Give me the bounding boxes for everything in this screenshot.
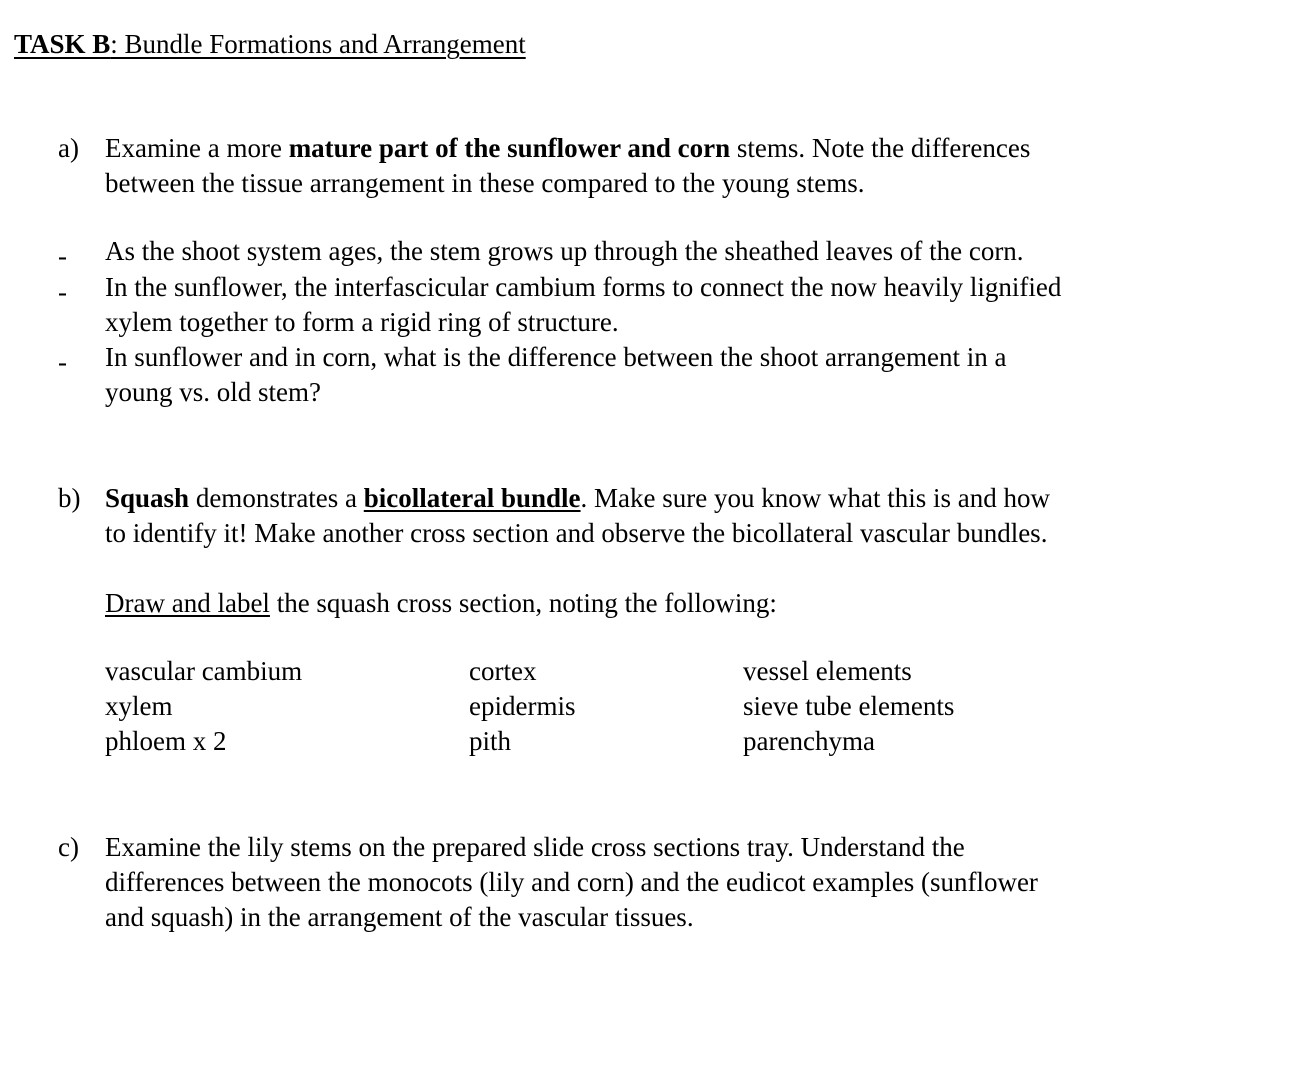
bullet-dash: - <box>58 277 67 307</box>
page-title <box>14 26 526 62</box>
section-b-text-2: . Make sure you know what this is and how <box>580 483 1050 513</box>
draw-and-label: Draw and label <box>105 588 270 618</box>
section-c-line: Examine the lily stems on the prepared slide cross sections tray. Understand the <box>105 832 965 862</box>
section-b-line-2: to identify it! Make another cross section and observe the bicollateral vascular bundles. <box>105 518 1048 548</box>
term-item: pith <box>469 726 512 756</box>
terms-column-3 <box>743 654 954 759</box>
section-a-text-2: stems. Note the differences <box>730 133 1031 163</box>
draw-instruction-rest: the squash cross section, noting the following: <box>269 588 777 618</box>
term-item: parenchyma <box>743 726 875 756</box>
bullet-line: young vs. old stem? <box>105 377 321 407</box>
section-a-line-2: between the tissue arrangement in these compared to the young stems. <box>105 168 865 198</box>
section-b-text <box>105 481 1275 551</box>
squash-term: Squash <box>105 483 190 513</box>
section-c-line: differences between the monocots (lily and corn) and the eudicot examples (sunflower <box>105 867 1038 897</box>
task-label: TASK B <box>14 29 111 59</box>
terms-column-2 <box>469 654 575 759</box>
bullet-line: As the shoot system ages, the stem grows up through the sheathed leaves of the corn. <box>105 236 1024 266</box>
section-c-line: and squash) in the arrangement of the vascular tissues. <box>105 902 694 932</box>
term-item: epidermis <box>469 691 576 721</box>
bullet-line: In sunflower and in corn, what is the difference between the shoot arrangement in a <box>105 342 1007 372</box>
bullet-line: In the sunflower, the interfascicular cambium forms to connect the now heavily lignified <box>105 272 1062 302</box>
section-b-line-1 <box>105 481 1275 516</box>
bullet-dash: - <box>58 347 67 377</box>
task-title-text: : Bundle Formations and Arrangement <box>110 29 526 59</box>
term-item: phloem x 2 <box>105 726 227 756</box>
section-a-text-1: Examine a more <box>105 133 289 163</box>
bullet-item <box>105 340 1275 410</box>
term-item: cortex <box>469 656 537 686</box>
term-item: xylem <box>105 691 173 721</box>
draw-instruction <box>105 586 1275 621</box>
section-c-text <box>105 830 1275 935</box>
bullet-item <box>105 234 1275 269</box>
section-b-text-1: demonstrates a <box>189 483 364 513</box>
section-a-bold: mature part of the sunflower and corn <box>288 133 731 163</box>
terms-column-1 <box>105 654 302 759</box>
section-a-text <box>105 131 1275 201</box>
term-item: vessel elements <box>743 656 912 686</box>
section-a-line-1 <box>105 131 1275 166</box>
term-item: sieve tube elements <box>743 691 955 721</box>
bullet-line: xylem together to form a rigid ring of structure. <box>105 307 619 337</box>
bullet-item <box>105 270 1275 340</box>
bullet-dash: - <box>58 241 67 271</box>
section-c-marker: c) <box>58 832 79 862</box>
term-item: vascular cambium <box>105 656 303 686</box>
section-a-marker: a) <box>58 133 79 163</box>
section-b-marker: b) <box>58 483 81 513</box>
bicollateral-bundle-term: bicollateral bundle <box>363 483 581 513</box>
